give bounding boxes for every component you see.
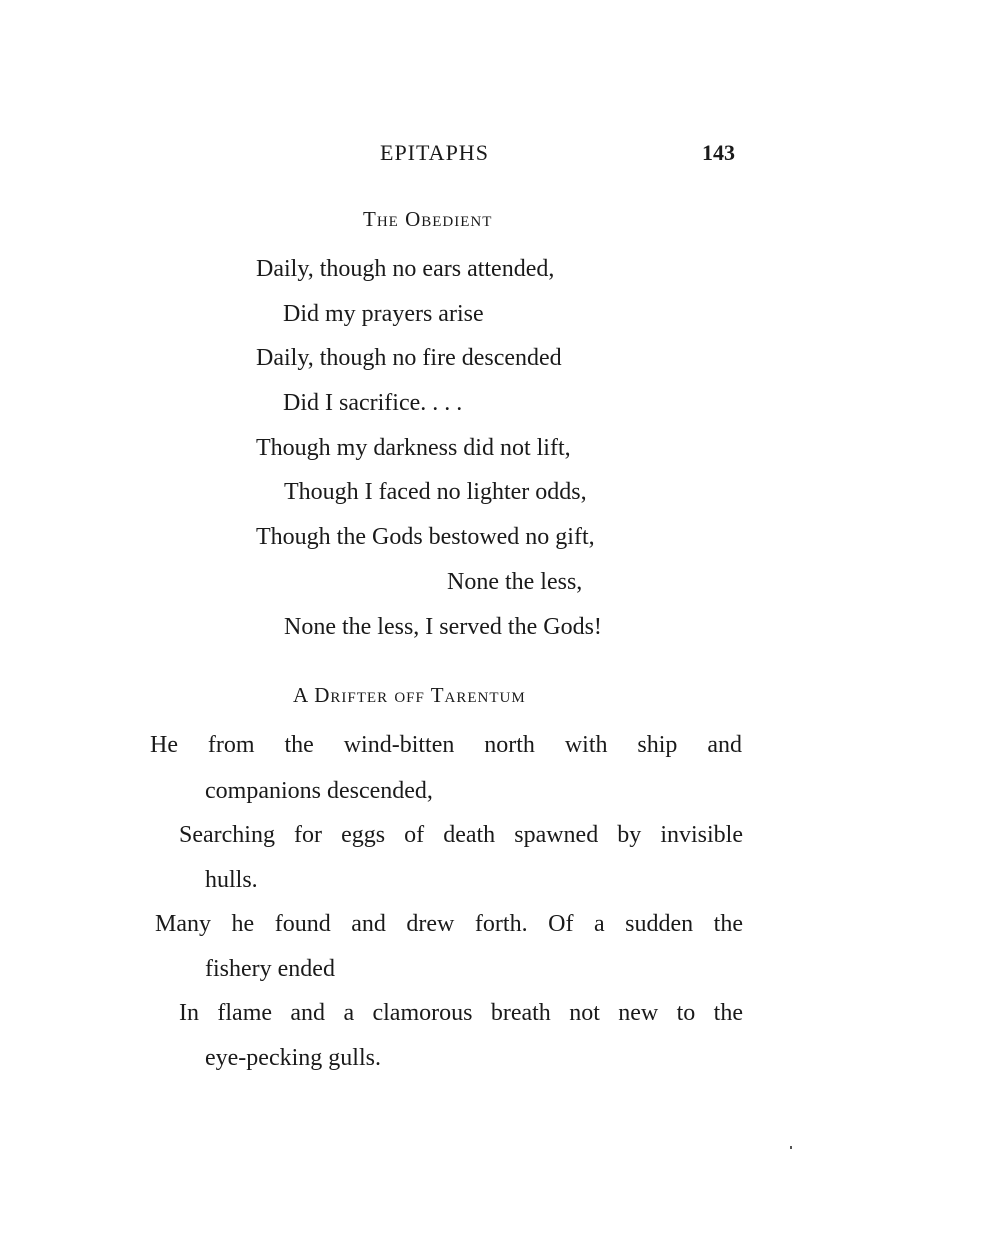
poem-line: Did I sacrifice. . . . — [283, 390, 463, 416]
poem-line: eye-pecking gulls. — [205, 1045, 381, 1071]
poem-line: companions descended, — [205, 778, 433, 804]
poem-line: Though the Gods bestowed no gift, — [256, 524, 595, 550]
poem-line: Searching for eggs of death spawned by invisible — [179, 822, 743, 848]
poem-line: fishery ended — [205, 956, 335, 982]
page-number: 143 — [702, 140, 735, 165]
poem-line: None the less, I served the Gods! — [284, 614, 602, 640]
poem-line: He from the wind-bitten north with ship and — [150, 732, 742, 758]
poem-line: In flame and a clamorous breath not new to the — [179, 1000, 743, 1026]
running-head: EPITAPHS — [380, 140, 489, 165]
poem-line: Daily, though no fire descended — [256, 345, 562, 371]
poem-line: Many he found and drew forth. Of a sudden the — [155, 911, 743, 937]
poem-line: None the less, — [447, 569, 583, 595]
poem-line: Daily, though no ears attended, — [256, 256, 555, 282]
poem-line: Though my darkness did not lift, — [256, 435, 571, 461]
poem-line: Did my prayers arise — [283, 301, 484, 327]
scan-speck — [790, 1146, 792, 1149]
poem-line: Though I faced no lighter odds, — [284, 479, 587, 505]
poem-title-drifter: A Drifter off Tarentum — [293, 683, 526, 707]
poem-line: hulls. — [205, 867, 258, 893]
poem-title-obedient: The Obedient — [363, 207, 493, 231]
